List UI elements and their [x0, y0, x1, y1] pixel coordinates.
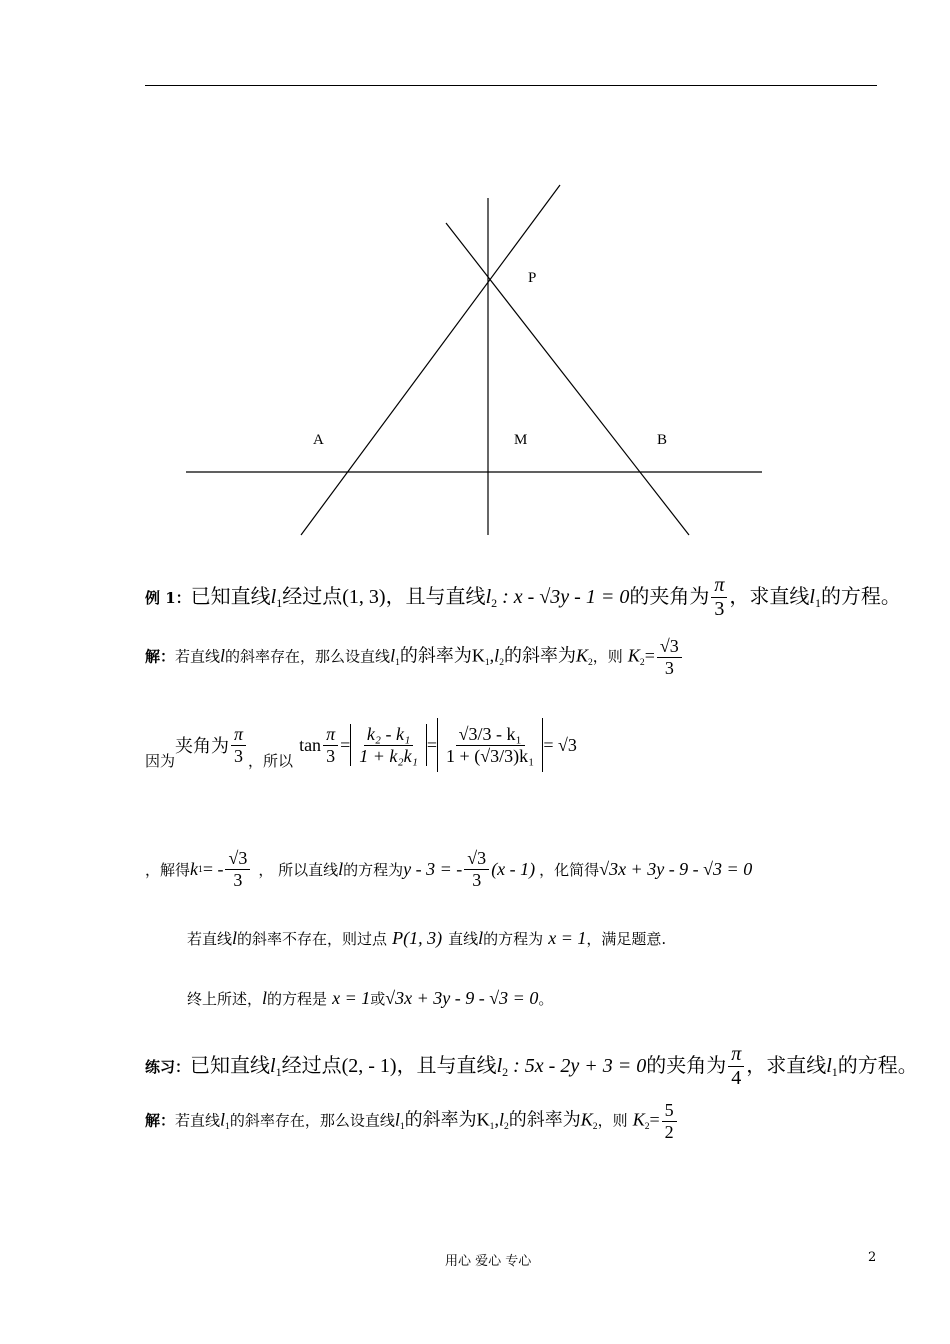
line-pb: [446, 223, 689, 535]
solution2-line: 解：若直线$l_1$的斜率存在，那么设直线$l_1$的斜率为$K_1,l_2$的斜率为$K_2$，则 $K_2=$ $\frac{5}{2}$: [145, 1100, 679, 1142]
step5-line: 终上所述，l的方程是 x = 1或√3x + 3y - 9 - √3 = 0。: [187, 988, 554, 1008]
example1-line: 例 1：已知直线$l_1$经过点(1, 3)，且与直线$l_2$ : x - √3y - 1 = 0的夹角为 $\frac{\pi}{3}$ ，求直线$l_1$的方程。: [145, 574, 901, 620]
k2-value: $\frac{√3}{3}$: [657, 636, 682, 678]
k1-value: $\frac{√3}{3}$: [225, 848, 250, 890]
label-a: A: [313, 432, 324, 448]
example1-line-equation: : x - √3y - 1 = 0: [497, 586, 630, 608]
abs-fraction-1: $\frac{\text{k₂ - k₁}}{\text{1 + k₂k₁}}$: [350, 724, 427, 766]
angle-pi-over-3: $\frac{\pi}{3}$: [711, 574, 727, 621]
abs-fraction-2: $\frac{\text{√3/3 - k₁}}{\text{1 + (√3/3)k₁}}$: [437, 718, 543, 772]
simplified-equation: √3x + 3y - 9 - √3 = 0: [599, 858, 753, 879]
page-number: 2: [868, 1250, 877, 1265]
geometry-figure: [0, 0, 950, 560]
exercise-title: 练习：: [145, 1058, 191, 1076]
footer-center-text: 用心 爱心 专心: [445, 1254, 532, 1269]
example1-title: 例 1：: [145, 589, 191, 607]
k2-value-exercise: $\frac{5}{2}$: [662, 1100, 677, 1142]
angle-pi-over-4: $\frac{\pi}{4}$: [728, 1043, 744, 1090]
label-b: B: [657, 432, 668, 448]
line-pa: [301, 185, 560, 535]
step4-line: 若直线l的斜率不存在，则过点 P(1, 3) 直线l的方程为 x = 1，满足题意.: [187, 928, 667, 948]
label-p: P: [528, 270, 537, 286]
solution1-label: 解：: [145, 647, 176, 666]
solution1-line: 解：若直线l的斜率存在，那么设直线$l_1$的斜率为$K_1,l_2$的斜率为$K_2$，则 $K_2=$ $\frac{√3}{3}$: [145, 636, 684, 678]
solution2-label: 解：: [145, 1111, 176, 1130]
step3-line: ，解得 k 1 = - $\frac{√3}{3}$ ， 所以直线 l 的方程为 y - 3 = - $\frac{√3}{3}$ (x - 1) ，化简得 √3x + 3y - 9 - √3 = 0: [145, 848, 753, 890]
example1-point: (1, 3): [342, 586, 386, 608]
angle-fraction: $\frac{\pi}{3}$: [231, 724, 246, 766]
exercise-line: 练习：已知直线$l_1$经过点(2, - 1)，且与直线$l_2$ : 5x - 2y + 3 = 0的夹角为 $\frac{\pi}{4}$ ，求直线$l_1$的方程。: [145, 1043, 918, 1089]
step2-line: 因为 夹角为 $\frac{\pi}{3}$ ，所以 tan $\frac{\pi}{3}$ = $\frac{\text{k₂ - k₁}}{\text{1 + k₂k₁}}$ = $\frac{\text{√3/3 - k₁}}{\text{1 + (√3/3)k₁}}$ = √3: [145, 718, 577, 772]
label-m: M: [514, 432, 528, 448]
point-p: P(1, 3): [392, 928, 443, 948]
